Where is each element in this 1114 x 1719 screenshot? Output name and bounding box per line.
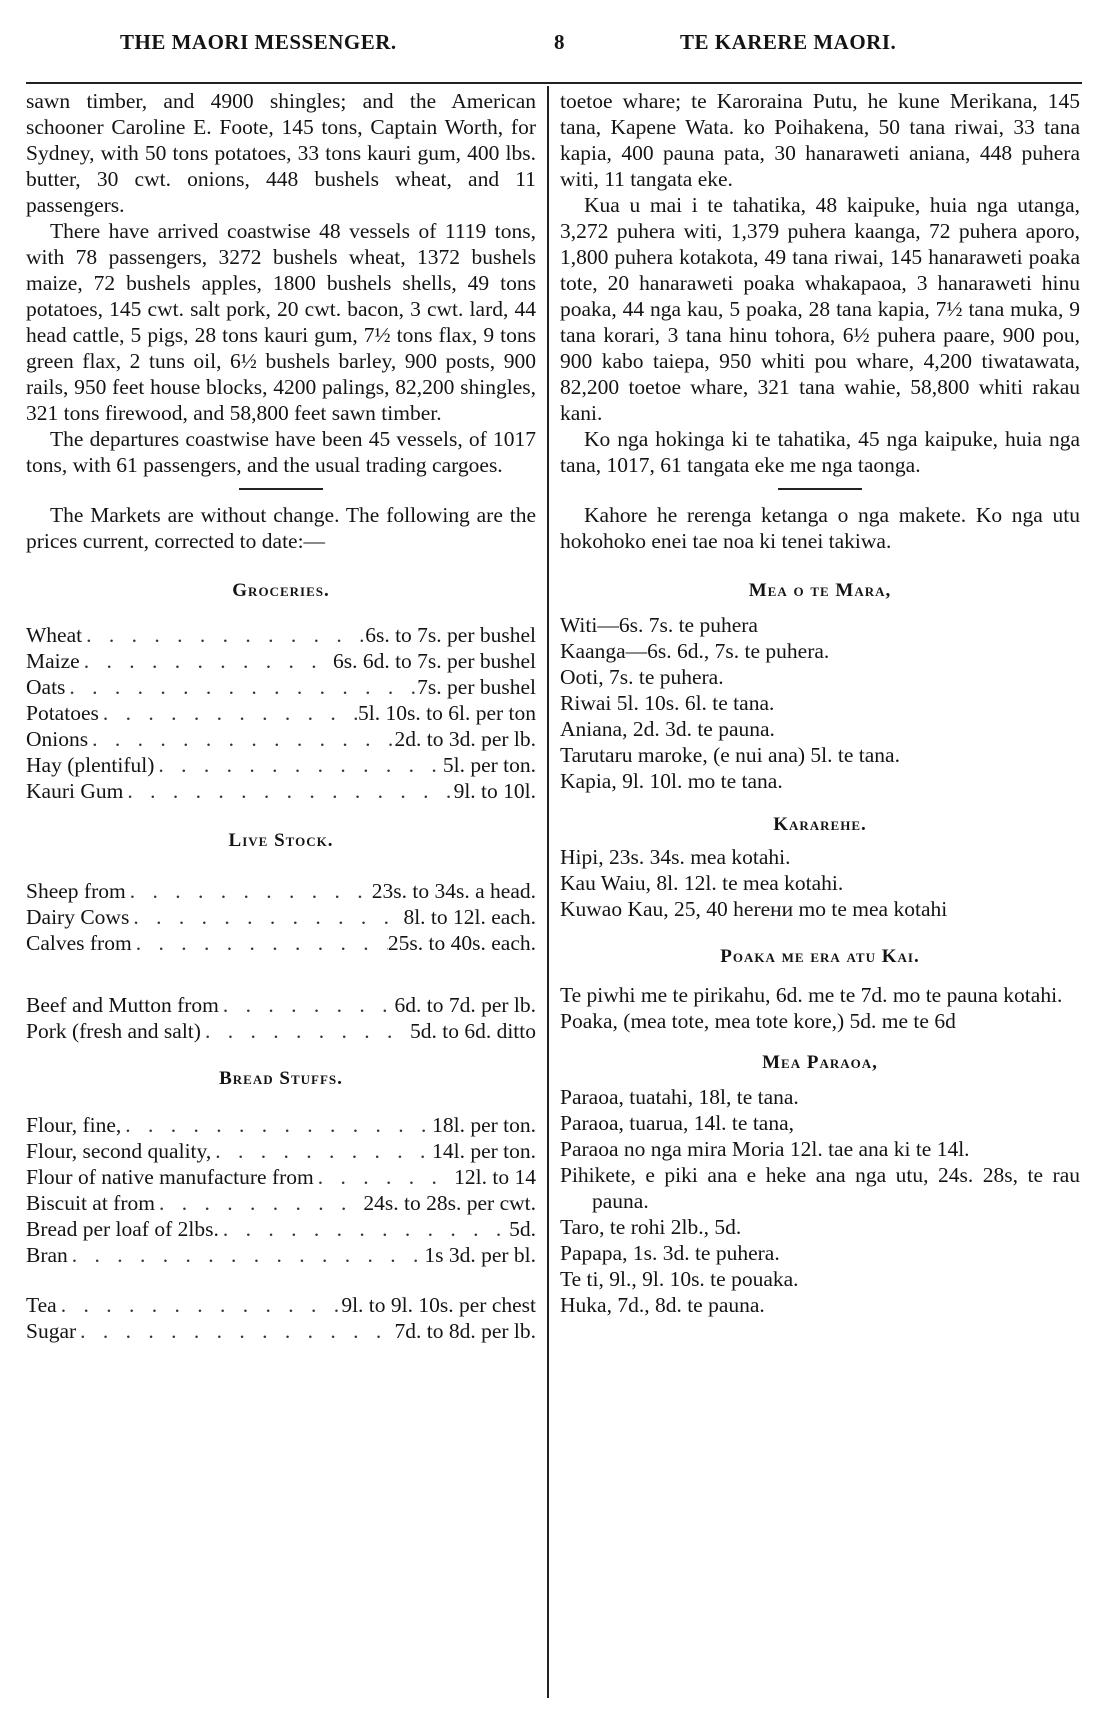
item-name: Bread per loaf of 2lbs. — [26, 1217, 219, 1241]
item-name: Onions — [26, 727, 89, 751]
item-price: 23s. to 34s. a head. — [371, 879, 536, 903]
price-row — [26, 1216, 536, 1242]
item-name: Calves from — [26, 931, 132, 955]
price-row — [26, 1318, 536, 1344]
price-row — [26, 930, 536, 956]
market-item: Papapa, 1s. 3d. te puhera. — [560, 1241, 780, 1265]
price-row — [26, 1242, 536, 1268]
item-price: 5l. 10s. to 6l. per ton — [358, 701, 536, 725]
market-item: Paraoa no nga mira Moria 12l. tae ana ki te 14l. — [560, 1137, 970, 1161]
market-item: Witi—6s. 7s. te puhera — [560, 613, 758, 637]
column-divider — [547, 86, 549, 1698]
item-name: Flour, fine, — [26, 1113, 122, 1137]
arrivals-paragraph: Kua u mai i te tahatika, 48 kaipuke, huia nga utanga, 3,272 puhera witi, 1,379 puhera kaanga, 72 puhera aporo, 1,800 puhera kotakota, 49 tana riwai, 145 hanaraweti poaka tote, 20 hanaraweti poaka whakapaoa, 3 hanaraweti hinu poaka, 44 nga kau, 5 poaka, 28 tana kapia, 7½ tana muka, 9 tana korari, 3 tana hinu tohora, 6½ puhera paare, 900 pou, 900 kabo taiepa, 950 whiti pou whare, 4,200 tiwatawata, 82,200 toetoe whare, 321 tana wahie, 58,800 whiti rakau kani. — [560, 193, 1080, 425]
mea-paraoa-heading: Mea Paraoa, — [762, 1052, 878, 1073]
price-row — [26, 778, 536, 804]
item-price: 5d. — [509, 1217, 536, 1241]
section-divider — [239, 488, 323, 490]
item-name: Flour of native manufacture from — [26, 1165, 314, 1189]
item-name: Pork (fresh and salt) — [26, 1019, 201, 1043]
market-item: Aniana, 2d. 3d. te pauna. — [560, 717, 775, 741]
price-row — [26, 1164, 536, 1190]
item-name: Potatoes — [26, 701, 99, 725]
item-name: Bran — [26, 1243, 68, 1267]
item-price: 7d. to 8d. per lb. — [394, 1319, 536, 1343]
item-name: Sugar — [26, 1319, 77, 1343]
item-name: Flour, second quality, — [26, 1139, 212, 1163]
departures-paragraph: Ko nga hokinga ki te tahatika, 45 nga kaipuke, huia nga tana, 1017, 61 tangata eke me nga taonga. — [560, 427, 1080, 477]
item-price: 6s. 6d. to 7s. per bushel — [332, 649, 536, 673]
price-row — [26, 648, 536, 674]
market-item: Te ti, 9l., 9l. 10s. te pouaka. — [560, 1267, 799, 1291]
market-item: Taro, te rohi 2lb., 5d. — [560, 1215, 742, 1239]
price-row — [26, 726, 536, 752]
header-english-title: THE MAORI MESSENGER. — [120, 30, 397, 54]
price-row — [26, 1112, 536, 1138]
departures-paragraph: The departures coastwise have been 45 vessels, of 1017 tons, with 61 passengers, and the usual trading cargoes. — [26, 427, 536, 477]
item-price: 9l. to 9l. 10s. per chest — [341, 1293, 536, 1317]
maori-column — [560, 88, 1080, 1318]
poaka-heading: Poaka me era atu Kai. — [720, 946, 920, 967]
item-name: Oats — [26, 675, 66, 699]
price-row — [26, 1018, 536, 1044]
item-name: Beef and Mutton from — [26, 993, 219, 1017]
item-name: Wheat — [26, 623, 83, 647]
item-name: Tea — [26, 1293, 57, 1317]
price-row — [26, 674, 536, 700]
market-item: Kaanga—6s. 6d., 7s. te puhera. — [560, 639, 830, 663]
item-name: Biscuit at from — [26, 1191, 155, 1215]
item-price: 9l. to 10l. — [453, 779, 536, 803]
mea-o-te-mara-heading: Mea o te Mara, — [748, 580, 892, 601]
price-row — [26, 992, 536, 1018]
markets-note: The Markets are without change. The following are the prices current, corrected to date:— — [26, 503, 536, 553]
item-name: Dairy Cows — [26, 905, 130, 929]
header-maori-title: TE KARERE MAORI. — [680, 30, 897, 54]
market-item: Kuwao Kau, 25, 40 herени mo te mea kotahi — [560, 897, 948, 921]
arrivals-paragraph: There have arrived coastwise 48 vessels of 1119 tons, with 78 passengers, 3272 bushels wheat, 1372 bushels maize, 72 bushels apples, 1800 bushels shells, 49 tons potatoes, 145 cwt. salt pork, 20 cwt. bacon, 3 cwt. lard, 44 head cattle, 5 pigs, 28 tons kauri gum, 7½ tons flax, 9 tons green flax, 2 tuns oil, 6½ bushels barley, 900 posts, 900 rails, 950 feet house blocks, 4200 palings, 82,200 shingles, 321 tons firewood, and 58,800 feet sawn timber. — [26, 219, 536, 425]
item-price: 24s. to 28s. per cwt. — [363, 1191, 536, 1215]
price-row — [26, 1190, 536, 1216]
item-price: 5d. to 6d. ditto — [409, 1019, 536, 1043]
price-row — [26, 1292, 536, 1318]
bread-stuffs-heading: Bread Stuffs. — [219, 1068, 343, 1089]
price-row — [26, 904, 536, 930]
page-number: 8 — [554, 30, 565, 54]
market-item: Kau Waiu, 8l. 12l. te mea kotahi. — [560, 871, 844, 895]
shipping-paragraph: sawn timber, and 4900 shingles; and the American schooner Caroline E. Foote, 145 tons, Captain Worth, for Sydney, with 50 tons potatoes, 33 tons kauri gum, 400 lbs. butter, 30 cwt. onions, 448 bushels wheat, and 11 passengers. — [26, 89, 536, 217]
item-price: 14l. per ton. — [432, 1139, 536, 1163]
shipping-paragraph: toetoe whare; te Karoraina Putu, he kune Merikana, 145 tana, Kapene Wata. ko Poihakena, 50 tana riwai, 33 tana kapia, 400 pauna pata, 30 hanaraweti aniana, 448 puhera witi, 11 tangata eke. — [560, 89, 1080, 191]
price-row — [26, 878, 536, 904]
market-item: Paraoa, tuarua, 14l. te tana, — [560, 1111, 795, 1135]
item-name: Hay (plentiful) — [26, 753, 155, 777]
price-row — [26, 622, 536, 648]
market-item: Riwai 5l. 10s. 6l. te tana. — [560, 691, 775, 715]
item-price: 2d. to 3d. per lb. — [394, 727, 536, 751]
item-price: 18l. per ton. — [432, 1113, 536, 1137]
market-item: Te piwhi me te pirikahu, 6d. me te 7d. mo te pauna kotahi. — [560, 983, 1063, 1007]
item-price: 1s 3d. per bl. — [424, 1243, 536, 1267]
item-price: 25s. to 40s. each. — [387, 931, 536, 955]
item-name: Maize — [26, 649, 80, 673]
header-rule — [26, 82, 1082, 84]
market-item: Ooti, 7s. te puhera. — [560, 665, 724, 689]
item-price: 8l. to 12l. each. — [403, 905, 536, 929]
groceries-heading: Groceries. — [232, 580, 330, 601]
market-item: Huka, 7d., 8d. te pauna. — [560, 1293, 765, 1317]
market-item: Pihikete, e piki ana e heke ana nga utu, 24s. 28s, te rau pauna. — [560, 1163, 1080, 1213]
english-column — [26, 88, 536, 1344]
market-item: Tarutaru maroke, (e nui ana) 5l. te tana. — [560, 743, 900, 767]
item-price: 6d. to 7d. per lb. — [394, 993, 536, 1017]
market-item: Kapia, 9l. 10l. mo te tana. — [560, 769, 783, 793]
market-item: Poaka, (mea tote, mea tote kore,) 5d. me te 6d — [560, 1009, 956, 1033]
item-price: 6s. to 7s. per bushel — [365, 623, 536, 647]
price-row — [26, 752, 536, 778]
item-price: 7s. per bushel — [417, 675, 536, 699]
price-row — [26, 700, 536, 726]
kararehe-heading: Kararehe. — [773, 814, 867, 835]
item-price: 12l. to 14 — [454, 1165, 536, 1189]
live-stock-heading: Live Stock. — [228, 830, 334, 851]
item-name: Sheep from — [26, 879, 126, 903]
market-item: Hipi, 23s. 34s. mea kotahi. — [560, 845, 791, 869]
section-divider — [778, 488, 862, 490]
item-name: Kauri Gum — [26, 779, 124, 803]
markets-note: Kahore he rerenga ketanga o nga makete. Ko nga utu hokohoko enei tae noa ki tenei takiwa. — [560, 503, 1080, 553]
item-price: 5l. per ton. — [442, 753, 536, 777]
price-row — [26, 1138, 536, 1164]
market-item: Paraoa, tuatahi, 18l, te tana. — [560, 1085, 799, 1109]
page-header — [24, 30, 1090, 64]
